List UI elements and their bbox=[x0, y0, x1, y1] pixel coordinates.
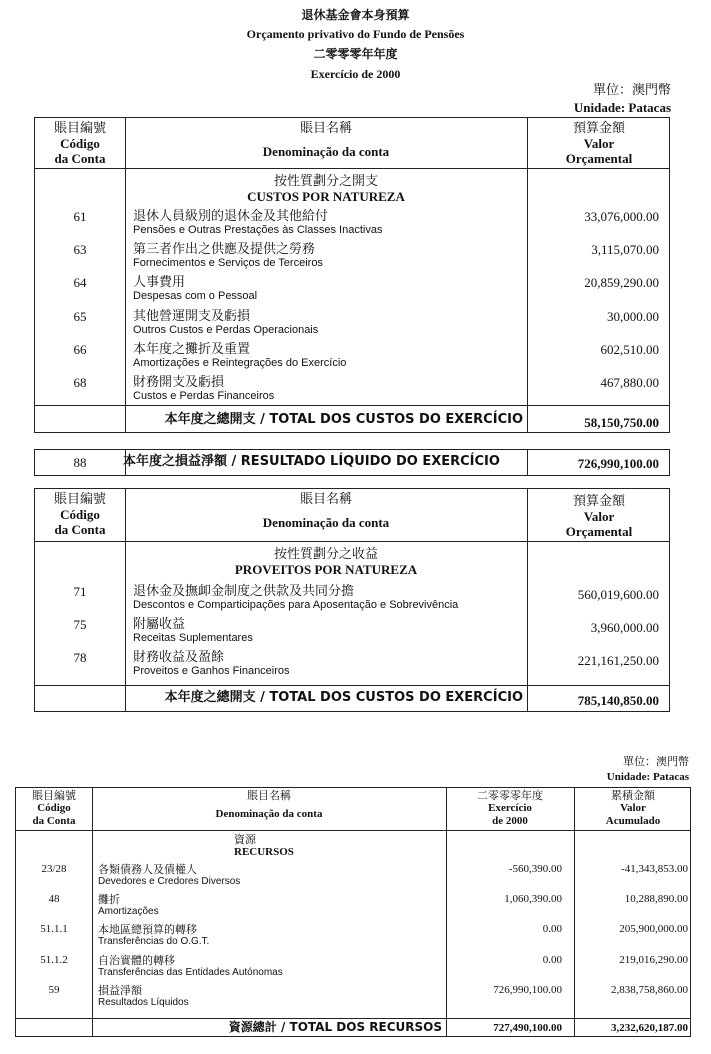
account-name-pt: Transferências das Entidades Autónomas bbox=[98, 967, 283, 978]
col2-name-pt: Denominação da conta bbox=[215, 808, 323, 820]
account-name-zh: 各類債務人及債權人 bbox=[98, 863, 197, 876]
col-value-zh: 預算金額 bbox=[572, 121, 625, 136]
account-name-zh: 財務開支及虧損 bbox=[133, 375, 225, 390]
account-name-pt: Amortizações e Reintegrações do Exercício bbox=[133, 357, 347, 369]
year-value: 0.00 bbox=[542, 954, 562, 966]
account-value: 467,880.00 bbox=[600, 375, 659, 390]
account-name-zh: 人事費用 bbox=[133, 275, 186, 290]
doc-title-zh: 退休基金會本身預算 bbox=[301, 8, 410, 22]
col2-code-pt2: da Conta bbox=[32, 815, 76, 827]
resources-table bbox=[15, 787, 691, 1037]
costs-section-pt: CUSTOS POR NATUREZA bbox=[247, 189, 405, 204]
account-code: 63 bbox=[73, 242, 87, 257]
account-name-pt: Fornecimentos e Serviços de Terceiros bbox=[133, 257, 323, 269]
costs-total-label: 本年度之總開支 / TOTAL DOS CUSTOS DO EXERCÍCIO bbox=[164, 412, 523, 427]
year-value: 1,060,390.00 bbox=[504, 893, 562, 905]
account-name-zh: 本地區總預算的轉移 bbox=[98, 923, 197, 936]
col-value-zh: 預算金額 bbox=[572, 494, 625, 509]
col2-code-pt1: Código bbox=[37, 802, 71, 814]
account-name-pt: Transferências do O.G.T. bbox=[98, 936, 210, 947]
col2-year-zh: 二零零零年度 bbox=[477, 789, 543, 802]
account-code: 71 bbox=[73, 584, 87, 599]
year-value: -560,390.00 bbox=[508, 863, 562, 875]
col-value-pt2: Orçamental bbox=[565, 524, 633, 539]
account-name-pt: Receitas Suplementares bbox=[133, 632, 253, 644]
col-code-pt2: da Conta bbox=[54, 522, 106, 537]
account-code: 78 bbox=[73, 650, 87, 665]
account-name-zh: 退休人員級別的退休金及其他給付 bbox=[133, 209, 329, 224]
col2-acc-pt1: Valor bbox=[620, 802, 646, 814]
account-name-zh: 攤折 bbox=[98, 893, 120, 906]
account-name-pt: Descontos e Comparticipações para Aposentação e Sobrevivência bbox=[133, 599, 459, 611]
unit-label-zh: 單位：澳門幣 bbox=[592, 83, 671, 98]
account-name-zh: 財務收益及盈餘 bbox=[133, 650, 225, 665]
account-name-pt: Custos e Perdas Financeiros bbox=[133, 390, 275, 402]
account-code: 51.1.1 bbox=[40, 923, 68, 935]
resources-total-label: 資源總計 / TOTAL DOS RECURSOS bbox=[228, 1020, 442, 1034]
account-value: 3,115,070.00 bbox=[591, 242, 659, 257]
costs-section-zh: 按性質劃分之開支 bbox=[273, 174, 378, 189]
col-value-pt2: Orçamental bbox=[565, 151, 633, 166]
col-name-pt: Denominação da conta bbox=[262, 515, 390, 530]
account-name-zh: 自治實體的轉移 bbox=[98, 954, 175, 967]
proceeds-section-zh: 按性質劃分之收益 bbox=[273, 547, 378, 562]
account-value: 560,019,600.00 bbox=[577, 587, 659, 602]
account-name-pt: Resultados Líquidos bbox=[98, 997, 189, 1008]
resources-section-pt: RECURSOS bbox=[234, 846, 294, 858]
year-value: 0.00 bbox=[542, 923, 562, 935]
acc-value: 219,016,290.00 bbox=[619, 954, 688, 966]
account-code: 64 bbox=[73, 275, 87, 290]
account-code: 59 bbox=[48, 984, 60, 996]
account-name-pt: Amortizações bbox=[98, 906, 159, 917]
col-code-pt1: Código bbox=[60, 136, 100, 151]
account-code: 51.1.2 bbox=[40, 954, 68, 966]
proceeds-table bbox=[34, 488, 670, 712]
doc-year-zh: 二零零零年年度 bbox=[313, 47, 398, 61]
resources-total-year: 727,490,100.00 bbox=[493, 1022, 562, 1034]
unit-label-pt: Unidade: Patacas bbox=[573, 100, 671, 115]
col-name-pt: Denominação da conta bbox=[262, 144, 390, 159]
account-name-pt: Proveitos e Ganhos Financeiros bbox=[133, 665, 290, 677]
account-name-zh: 損益淨額 bbox=[98, 984, 142, 997]
acc-value: -41,343,853.00 bbox=[621, 863, 688, 875]
account-name-pt: Despesas com o Pessoal bbox=[133, 290, 258, 302]
account-value: 3,960,000.00 bbox=[590, 620, 659, 635]
acc-value: 2,838,758,860.00 bbox=[611, 984, 688, 996]
unit2-label-pt: Unidade: Patacas bbox=[606, 771, 689, 783]
col2-acc-zh: 累積金額 bbox=[611, 789, 655, 802]
resources-total-acc: 3,232,620,187.00 bbox=[611, 1022, 688, 1034]
account-code: 61 bbox=[73, 209, 87, 224]
proceeds-section-pt: PROVEITOS POR NATUREZA bbox=[234, 562, 418, 577]
account-name-zh: 退休金及撫卹金制度之供款及共同分擔 bbox=[133, 584, 355, 599]
net-result-code: 88 bbox=[73, 455, 87, 470]
col2-name-zh: 賬目名稱 bbox=[247, 789, 291, 802]
account-code: 23/28 bbox=[41, 863, 67, 875]
account-value: 30,000.00 bbox=[607, 309, 659, 324]
account-code: 75 bbox=[73, 617, 87, 632]
account-name-zh: 其他營運開支及虧損 bbox=[133, 309, 251, 324]
costs-total-value: 58,150,750.00 bbox=[584, 415, 659, 430]
acc-value: 10,288,890.00 bbox=[624, 893, 688, 905]
year-value: 726,990,100.00 bbox=[493, 984, 562, 996]
resources-section-zh: 資源 bbox=[234, 833, 256, 846]
account-code: 68 bbox=[73, 375, 87, 390]
col-code-zh: 賬目編號 bbox=[53, 121, 106, 136]
net-result-row bbox=[34, 449, 670, 476]
col2-year-pt1: Exercício bbox=[488, 802, 532, 814]
col2-year-pt2: de 2000 bbox=[492, 815, 528, 827]
col-value-pt1: Valor bbox=[583, 136, 615, 151]
account-name-pt: Devedores e Credores Diversos bbox=[98, 876, 241, 887]
account-value: 221,161,250.00 bbox=[577, 653, 659, 668]
net-result-label: 本年度之損益淨額 / RESULTADO LÍQUIDO DO EXERCÍCIO bbox=[123, 454, 500, 469]
account-name-zh: 本年度之攤折及重置 bbox=[133, 342, 251, 357]
unit2-label-zh: 單位：澳門幣 bbox=[623, 755, 689, 768]
proceeds-total-value: 785,140,850.00 bbox=[577, 693, 659, 708]
account-code: 65 bbox=[73, 309, 87, 324]
costs-table bbox=[34, 117, 670, 433]
account-name-pt: Outros Custos e Perdas Operacionais bbox=[133, 324, 319, 336]
acc-value: 205,900,000.00 bbox=[619, 923, 688, 935]
doc-year-pt: Exercício de 2000 bbox=[310, 67, 401, 81]
col2-acc-pt2: Acumulado bbox=[605, 815, 661, 827]
col-name-zh: 賬目名稱 bbox=[299, 492, 352, 507]
net-result-value: 726,990,100.00 bbox=[577, 456, 659, 471]
col-value-pt1: Valor bbox=[583, 509, 615, 524]
proceeds-total-label: 本年度之總開支 / TOTAL DOS CUSTOS DO EXERCÍCIO bbox=[164, 690, 523, 705]
col-code-pt1: Código bbox=[60, 507, 100, 522]
col-code-pt2: da Conta bbox=[54, 151, 106, 166]
col2-code-zh: 賬目編號 bbox=[32, 789, 76, 802]
account-value: 33,076,000.00 bbox=[584, 209, 659, 224]
col-name-zh: 賬目名稱 bbox=[299, 121, 352, 136]
col-code-zh: 賬目編號 bbox=[53, 492, 106, 507]
account-code: 66 bbox=[73, 342, 87, 357]
account-name-zh: 第三者作出之供應及提供之勞務 bbox=[133, 242, 316, 257]
doc-title-pt: Orçamento privativo do Fundo de Pensões bbox=[246, 27, 465, 41]
account-name-zh: 附屬收益 bbox=[133, 617, 186, 632]
account-code: 48 bbox=[48, 893, 60, 905]
account-name-pt: Pensões e Outras Prestações às Classes Inactivas bbox=[133, 224, 383, 236]
account-value: 20,859,290.00 bbox=[584, 275, 659, 290]
account-value: 602,510.00 bbox=[600, 342, 659, 357]
